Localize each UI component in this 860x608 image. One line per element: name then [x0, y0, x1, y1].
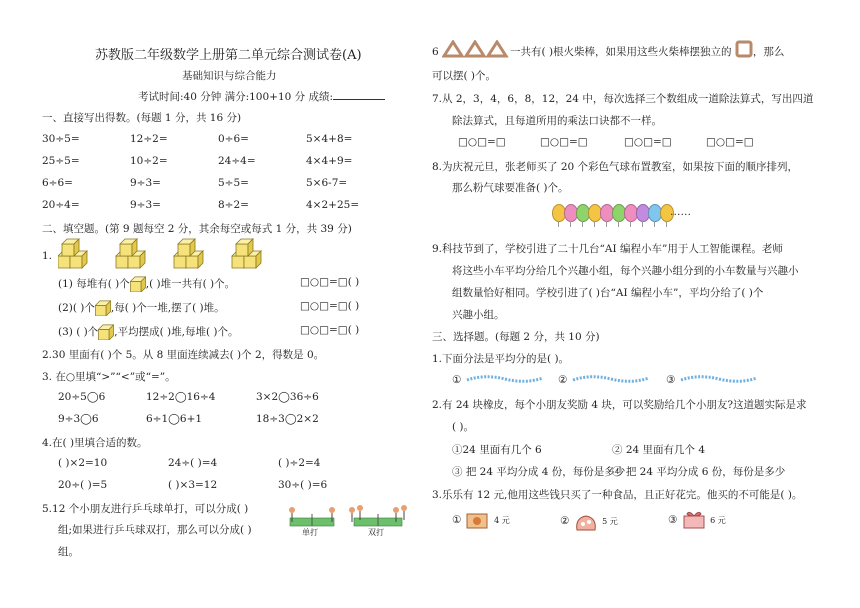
calc-item: 5×6-7=: [306, 177, 348, 189]
score-blank[interactable]: [333, 89, 385, 100]
cube-group: [116, 239, 145, 268]
question-3-2-line-2: ( )。: [452, 421, 475, 433]
q6-number: 6: [432, 46, 439, 58]
price-label: 4 元: [494, 516, 510, 525]
question-2-1-part-2: [58, 300, 225, 316]
calc-item: 12÷2=: [130, 133, 168, 145]
compare-item: 12÷2◯16÷4: [146, 391, 216, 403]
food-option: [668, 510, 726, 530]
q1-part-text-b: ,每( )个一堆,摆了( )堆。: [110, 302, 225, 314]
food-option: [560, 510, 618, 532]
question-2-5-line-2: 组;如果进行乒乓球双打，那么可以分成( ): [58, 524, 252, 536]
compare-item: 3×2◯36÷6: [256, 391, 319, 403]
q1-part-text-a: (2)( )个: [58, 302, 95, 314]
question-2-4: 4.在( )里填合适的数。: [42, 437, 148, 449]
doubles-label: 双打: [368, 528, 384, 537]
option-mark: ③: [666, 374, 676, 386]
division-slot: □○□=□: [706, 136, 754, 148]
choice-option: ③ 把 24 平均分成 4 份，每份是多少: [452, 466, 626, 478]
q1-part-text-b: ,( )堆一共有( )个。: [145, 278, 236, 290]
question-2-7-line-1: 7.从 2，3，4，6，8，12，24 中，每次选择三个数组成一道除法算式，写出四道: [432, 93, 814, 105]
section-3-heading: 三、选择题。(每题 2 分，共 10 分): [432, 331, 600, 343]
compare-item: 9÷3◯6: [58, 413, 99, 425]
calc-item: 24÷4=: [218, 155, 256, 167]
fill-item: ( )÷2=4: [278, 457, 321, 469]
choice-option: ④ 把 24 平均分成 6 份，每份是多少: [612, 466, 786, 478]
compare-item: 18÷3◯2×2: [256, 413, 319, 425]
page-subtitle: 基础知识与综合能力: [182, 70, 277, 82]
question-2-7-line-2: 除法算式，且每道所用的乘法口诀都不一样。: [452, 115, 662, 127]
question-2-1-part-3: [58, 324, 239, 340]
option-mark: ①: [452, 514, 462, 526]
division-option: [558, 374, 651, 386]
calc-item: 0÷6=: [218, 133, 249, 145]
question-2-9-line-2: 将这些小车平均分给几个兴趣小组，每个兴趣小组分到的小车数量与兴趣小: [452, 265, 799, 277]
balloon-ellipsis: ……: [670, 206, 691, 218]
calc-item: 4×2+25=: [306, 199, 360, 211]
question-2-9-line-4: 兴趣小组。: [452, 309, 505, 321]
option-mark: ②: [558, 374, 568, 386]
equation-slot: □○□=□( ): [300, 276, 360, 288]
question-2-5-line-3: 组。: [58, 546, 79, 558]
cube-icon: [95, 300, 111, 316]
question-2-8-line-2: 那么粉气球要准备( )个。: [452, 182, 569, 194]
calc-item: 5×4+8=: [306, 133, 353, 145]
fill-item: 20÷( )=5: [58, 479, 108, 491]
division-slot: □○□=□: [540, 136, 588, 148]
bread-box-icon: [465, 510, 491, 530]
cube-groups-illustration: [58, 238, 278, 270]
question-2-8-line-1: 8.为庆祝元旦，张老师买了 20 个彩色气球布置教室，如果按下面的顺序排列，: [432, 161, 799, 173]
singles-label: 单打: [302, 528, 318, 537]
fill-item: ( )×2=10: [58, 457, 108, 469]
calc-item: 8÷2=: [218, 199, 249, 211]
beads-strip-icon: [465, 374, 545, 384]
calc-item: 30÷5=: [42, 133, 80, 145]
division-option: [666, 374, 759, 386]
option-mark: ②: [560, 515, 570, 527]
beads-strip-icon: [571, 374, 651, 384]
gift-box-icon: [681, 510, 707, 530]
cube-icon: [130, 276, 146, 292]
cube-group: [174, 239, 203, 268]
matchstick-square-icon: [735, 40, 753, 58]
fill-item: ( )×3=12: [168, 479, 218, 491]
calc-item: 20÷4=: [42, 199, 80, 211]
price-label: 5 元: [602, 517, 618, 526]
cube-group: [58, 239, 87, 268]
q1-part-text-a: (3) ( )个: [58, 326, 99, 338]
question-3-2-line-1: 2.有 24 块橡皮，每个小朋友奖励 4 块，可以奖励给几个小朋友?这道题实际是求: [432, 399, 807, 411]
question-2-1-part-1: [58, 276, 235, 292]
option-mark: ①: [452, 374, 462, 386]
cube-group: [232, 239, 261, 268]
choice-option: ② 24 里面有几个 4: [612, 444, 706, 456]
question-3-1: 1.下面分法是平均分的是( )。: [432, 353, 570, 365]
calc-item: 9÷3=: [130, 177, 161, 189]
question-2-3: 3. 在○里填“>”“<”或“=”。: [42, 371, 176, 383]
calc-item: 4×4+9=: [306, 155, 353, 167]
fill-item: 24÷( )=4: [168, 457, 218, 469]
q6-text: 一共有( )根火柴棒，如果用这些火柴棒摆独立的: [510, 46, 732, 58]
section-2-heading: 二、填空题。(第 9 题每空 2 分，其余每空或每式 1 分，共 39 分): [42, 223, 352, 235]
candy-bag-icon: [573, 510, 599, 532]
q1-part-text-a: (1) 每堆有( )个: [58, 278, 130, 290]
section-1-heading: 一、直接写出得数。(每题 1 分，共 16 分): [42, 112, 242, 124]
matchstick-triangles-icon: [442, 40, 510, 58]
choice-option: ①24 里面有几个 6: [452, 444, 542, 456]
equation-slot: □○□=□( ): [300, 324, 360, 336]
food-option: [452, 510, 510, 530]
compare-item: 20÷5◯6: [58, 391, 106, 403]
division-slot: □○□=□: [458, 136, 506, 148]
exam-meta: [138, 89, 385, 104]
fill-item: 30÷( )=6: [278, 479, 328, 491]
cube-icon: [98, 324, 114, 340]
option-mark: ③: [668, 514, 678, 526]
calc-item: 6÷6=: [42, 177, 73, 189]
exam-meta-text: 考试时间:40 分钟 满分:100+10 分 成绩:: [138, 91, 334, 103]
question-2-5-line-1: 5.12 个小朋友进行乒乓球单打，可以分成( ): [42, 503, 249, 515]
calc-item: 5÷5=: [218, 177, 249, 189]
question-2-2: 2.30 里面有( )个 5。从 8 里面连续减去( )个 2，得数是 0。: [42, 349, 325, 361]
question-3-3: 3.乐乐有 12 元,他用这些钱只买了一种食品，且正好花完。他买的不可能是( )。: [432, 489, 803, 501]
calc-item: 25÷5=: [42, 155, 80, 167]
question-2-1-number: 1.: [42, 250, 53, 262]
question-2-9-line-1: 9.科技节到了，学校引进了二十几台“AI 编程小车”用于人工智能课程。老师: [432, 243, 783, 255]
division-option: [452, 374, 545, 386]
calc-item: 9÷3=: [130, 199, 161, 211]
beads-strip-icon: [679, 374, 759, 384]
q6-end: ，那么: [752, 46, 785, 58]
question-2-6-line-2: 可以摆( )个。: [432, 70, 497, 82]
division-slot: □○□=□: [624, 136, 672, 148]
q1-part-text-b: ,平均摆成( )堆,每堆( )个。: [114, 326, 239, 338]
calc-item: 10÷2=: [130, 155, 168, 167]
compare-item: 6÷1◯6+1: [146, 413, 203, 425]
question-2-9-line-3: 组数量恰好相同。学校引进了( )台“AI 编程小车”，平均分给了( )个: [452, 287, 764, 299]
page-title: 苏教版二年级数学上册第二单元综合测试卷(A): [95, 48, 362, 63]
question-2-6-line-1: [432, 40, 784, 59]
price-label: 6 元: [710, 516, 726, 525]
equation-slot: □○□=□( ): [300, 300, 360, 312]
